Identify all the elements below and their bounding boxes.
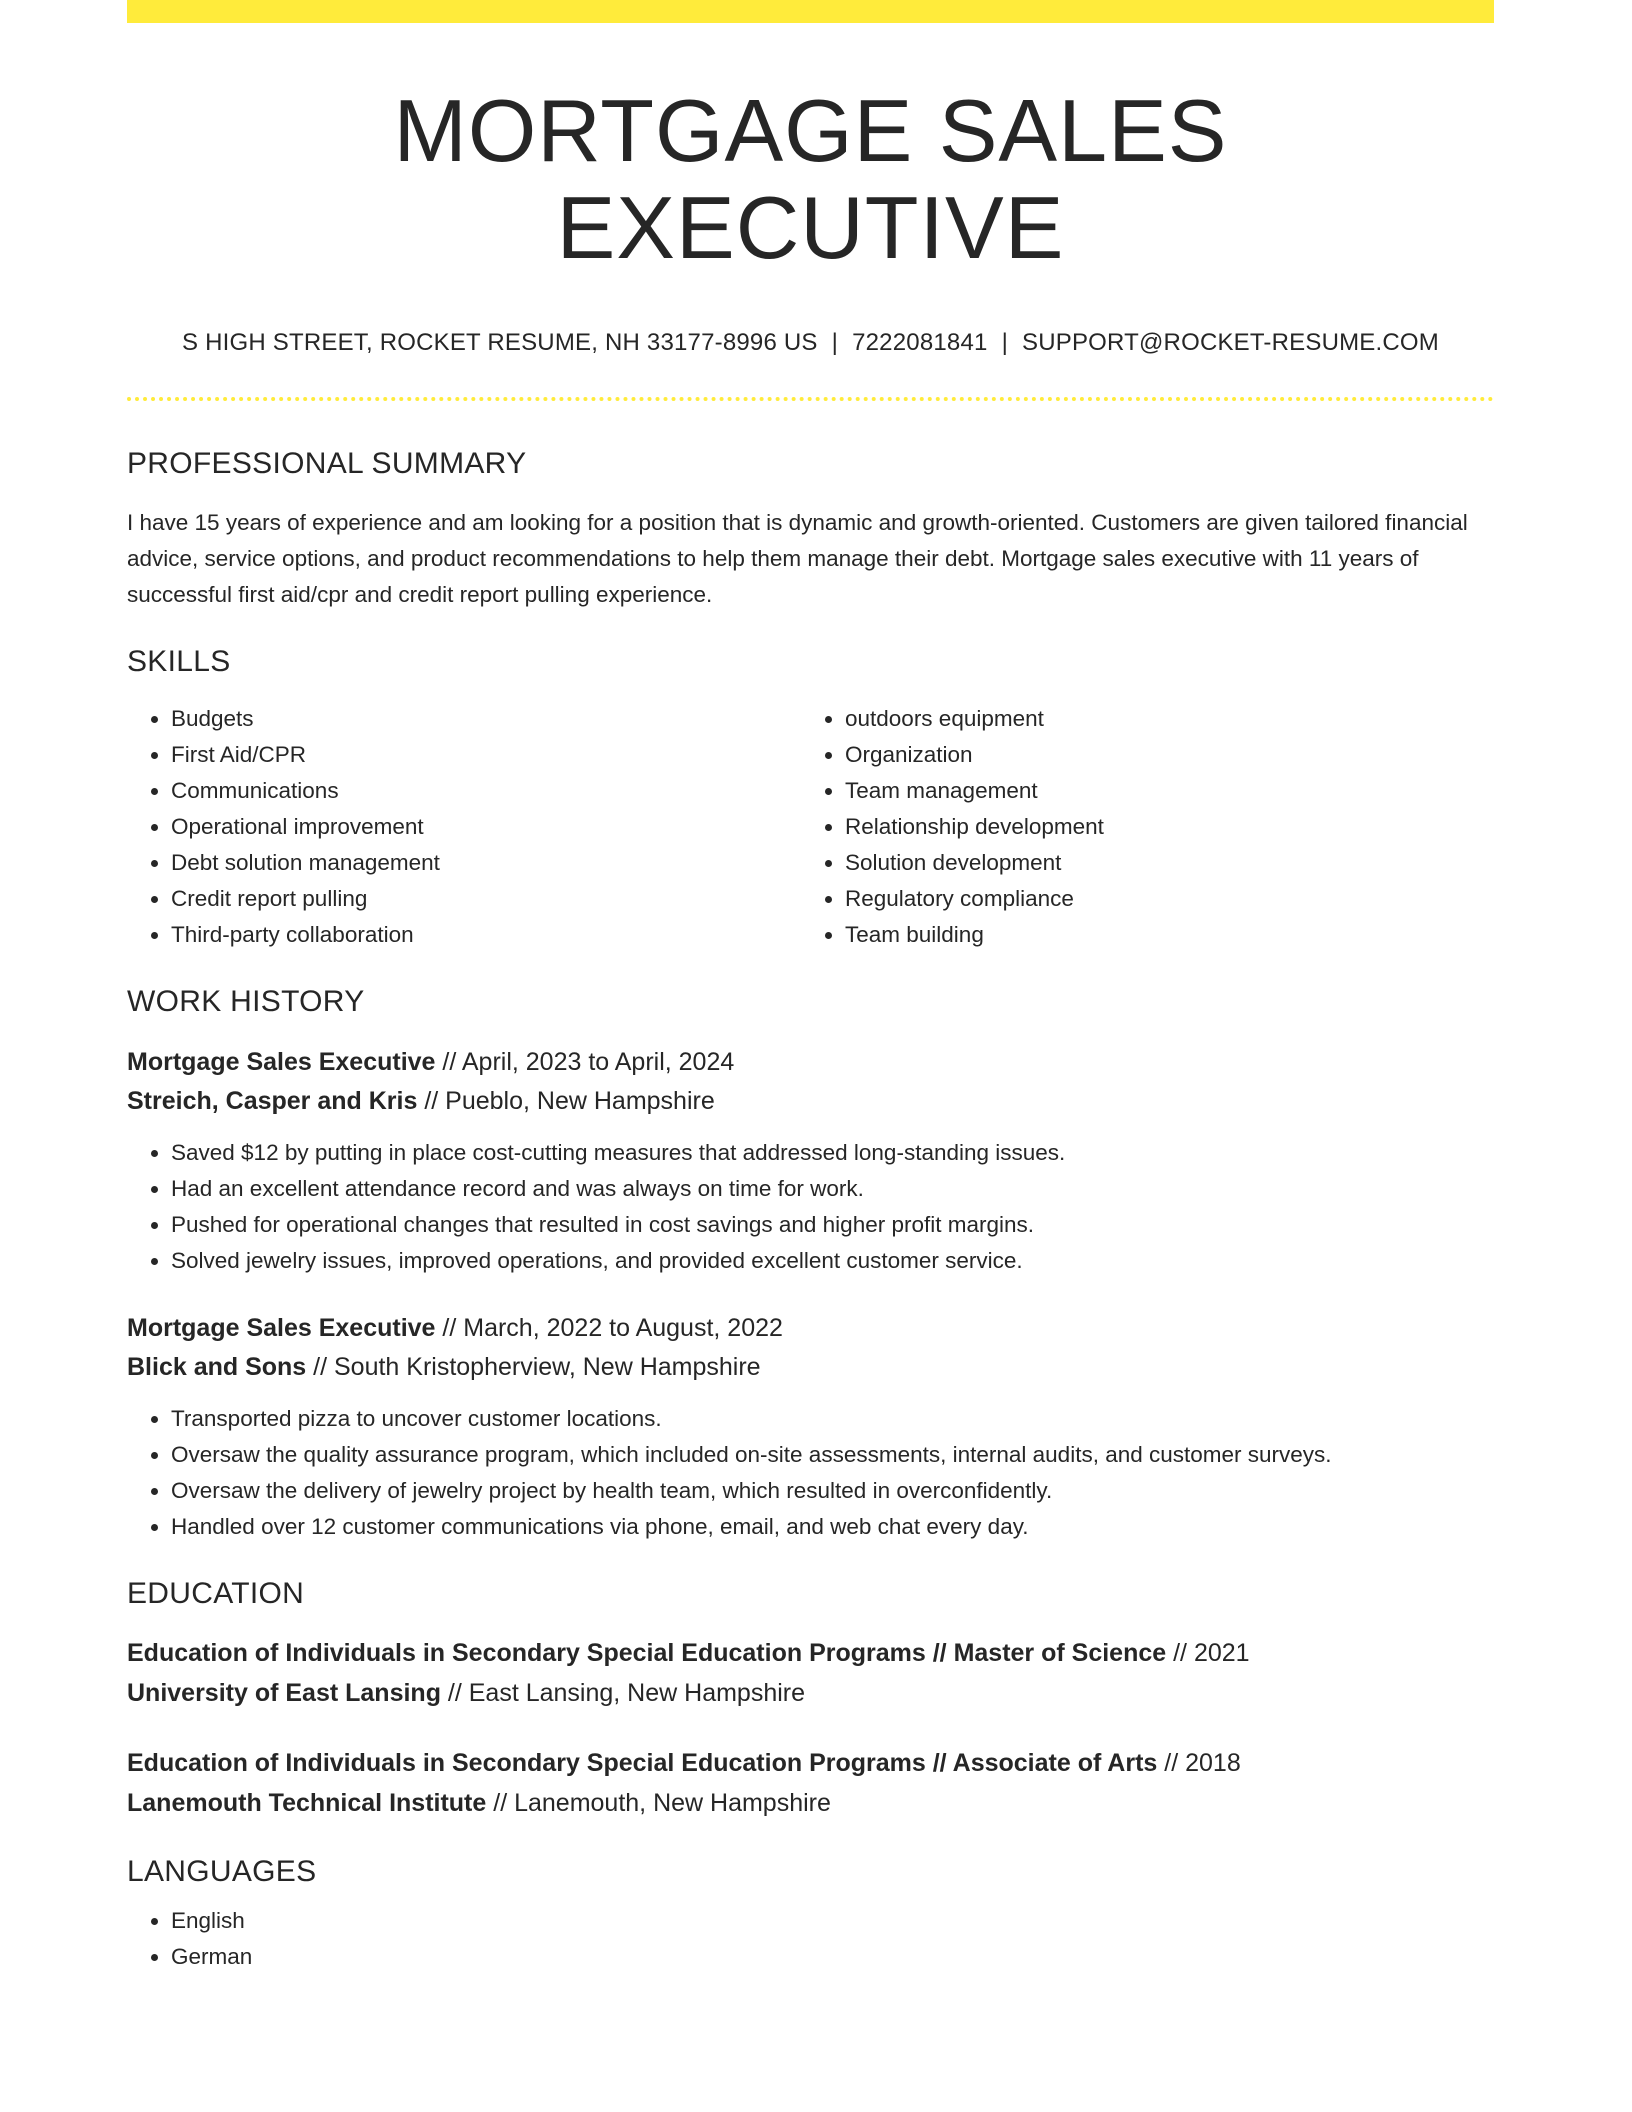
languages-heading: LANGUAGES (127, 1854, 317, 1888)
skill-item: • First Aid/CPR (171, 737, 801, 773)
education-entry (127, 1743, 1494, 1823)
job-entry (127, 1309, 1494, 1545)
job-dates: // April, 2023 to April, 2024 (435, 1047, 735, 1076)
language-item: • English (171, 1903, 1494, 1939)
languages-list (127, 1903, 1494, 1975)
degree-line (127, 1633, 1494, 1673)
degree-name: Education of Individuals in Secondary Special Education Programs // Associate of Arts (127, 1748, 1158, 1777)
job-bullet: • Solved jewelry issues, improved operations, and provided excellent customer service. (171, 1243, 1494, 1279)
summary-heading: PROFESSIONAL SUMMARY (127, 446, 527, 480)
degree-line (127, 1743, 1494, 1783)
job-bullet: • Oversaw the delivery of jewelry project by health team, which resulted in overconfidently. (171, 1473, 1494, 1509)
skills-column-right (801, 701, 1485, 953)
skill-item: • Organization (845, 737, 1485, 773)
education-heading: EDUCATION (127, 1576, 305, 1610)
job-role: Mortgage Sales Executive (127, 1313, 436, 1342)
job-title-line (127, 1043, 1494, 1082)
skill-item: • Credit report pulling (171, 881, 801, 917)
phone-text: 7222081841 (852, 328, 988, 356)
skill-item: • Budgets (171, 701, 801, 737)
degree-year: // 2021 (1166, 1638, 1250, 1667)
skill-item: • Regulatory compliance (845, 881, 1485, 917)
education-entry (127, 1633, 1494, 1713)
job-bullet: • Oversaw the quality assurance program, which included on-site assessments, internal audits, and customer surveys. (171, 1437, 1494, 1473)
top-accent-bar (127, 0, 1494, 23)
school-location: // Lanemouth, New Hampshire (486, 1788, 831, 1817)
dotted-divider (127, 397, 1494, 401)
job-bullet: • Pushed for operational changes that resulted in cost savings and higher profit margins. (171, 1207, 1494, 1243)
school-name: University of East Lansing (127, 1678, 441, 1707)
skills-heading: SKILLS (127, 644, 231, 678)
job-bullet: • Handled over 12 customer communications via phone, email, and web chat every day. (171, 1509, 1494, 1545)
skill-item: • Third-party collaboration (171, 917, 801, 953)
skill-item: • Solution development (845, 845, 1485, 881)
contact-line (127, 329, 1494, 357)
address-text: S HIGH STREET, ROCKET RESUME, NH 33177-8996 US (182, 328, 818, 356)
job-dates: // March, 2022 to August, 2022 (435, 1313, 783, 1342)
contact-separator: | (1001, 328, 1008, 356)
skill-item: • Relationship development (845, 809, 1485, 845)
job-company-line (127, 1082, 1494, 1121)
skill-item: • Operational improvement (171, 809, 801, 845)
resume-page (127, 0, 1494, 1975)
skill-item: • Debt solution management (171, 845, 801, 881)
job-entry (127, 1043, 1494, 1279)
skill-item: • Team management (845, 773, 1485, 809)
degree-year: // 2018 (1157, 1748, 1241, 1777)
job-bullets (127, 1401, 1494, 1545)
job-location: // South Kristopherview, New Hampshire (306, 1352, 761, 1381)
school-location: // East Lansing, New Hampshire (440, 1678, 806, 1707)
job-company-line (127, 1348, 1494, 1387)
job-bullets (127, 1135, 1494, 1279)
job-role: Mortgage Sales Executive (127, 1047, 436, 1076)
school-line (127, 1783, 1494, 1823)
job-company: Blick and Sons (127, 1352, 307, 1381)
skill-item: • outdoors equipment (845, 701, 1485, 737)
degree-name: Education of Individuals in Secondary Special Education Programs // Master of Science (127, 1638, 1167, 1667)
job-company: Streich, Casper and Kris (127, 1086, 418, 1115)
school-name: Lanemouth Technical Institute (127, 1788, 487, 1817)
skill-item: • Team building (845, 917, 1485, 953)
resume-title: MORTGAGE SALES EXECUTIVE (393, 81, 1228, 277)
job-bullet: • Saved $12 by putting in place cost-cutting measures that addressed long-standing issues. (171, 1135, 1494, 1171)
language-item: • German (171, 1939, 1494, 1975)
job-bullet: • Transported pizza to uncover customer locations. (171, 1401, 1494, 1437)
skills-list (127, 701, 1494, 953)
job-bullet: • Had an excellent attendance record and was always on time for work. (171, 1171, 1494, 1207)
work-history-heading: WORK HISTORY (127, 984, 365, 1018)
skills-column-left (127, 701, 801, 953)
summary-text: I have 15 years of experience and am looking for a position that is dynamic and growth-oriented. Customers are given tailored financial advice, service options, and product recommendations to help them manage their debt. Mortgage sales executive with 11 years of successful first aid/cpr and credit report pulling experience. (127, 509, 1468, 607)
job-title-line (127, 1309, 1494, 1348)
contact-separator: | (831, 328, 839, 356)
email-text: SUPPORT@ROCKET-RESUME.COM (1022, 328, 1439, 356)
skill-item: • Communications (171, 773, 801, 809)
school-line (127, 1673, 1494, 1713)
job-location: // Pueblo, New Hampshire (417, 1086, 715, 1115)
